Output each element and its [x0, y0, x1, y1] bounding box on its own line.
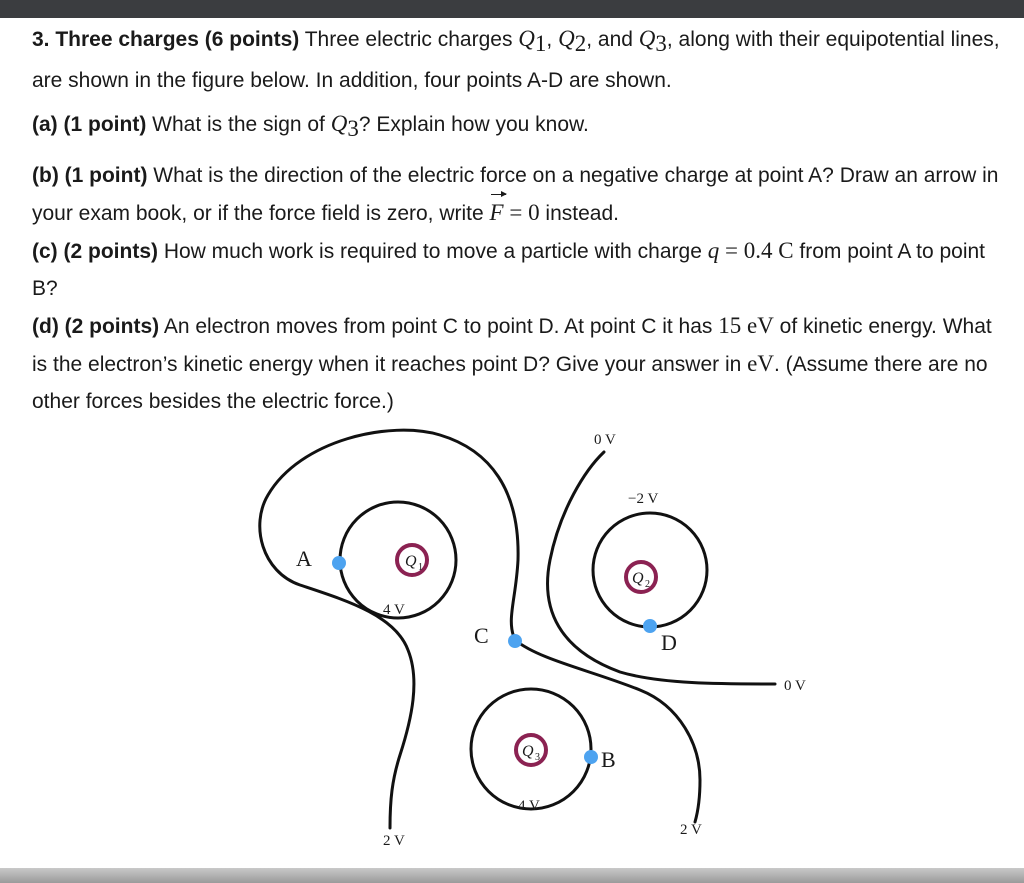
svg-text:Q: Q — [632, 570, 644, 587]
svg-text:2: 2 — [645, 579, 650, 590]
charge-q2 — [626, 562, 656, 592]
point-c-label: C — [474, 623, 489, 648]
force-vector: F — [490, 194, 504, 231]
part-a: (a) (1 point) What is the sign of $Q_3$? Explain how you know. — [32, 111, 589, 142]
point-c-dot — [508, 634, 522, 648]
window-top-bar — [0, 0, 1024, 18]
part-a-label: (a) (1 point) — [32, 113, 147, 137]
problem-number: 3. Three charges (6 points) — [32, 28, 300, 51]
point-b-label: B — [601, 747, 616, 772]
part-c-label: (c) (2 points) — [32, 240, 158, 264]
part-c: (c) (2 points) How much work is required to move a particle with charge q = 0.4 C from point A to point B? — [32, 238, 985, 301]
point-d-label: D — [661, 630, 677, 655]
charge-q1 — [397, 545, 427, 575]
point-a-dot — [332, 556, 346, 570]
part-d-label: (d) (2 points) — [32, 315, 160, 339]
equipotential-figure — [0, 18, 1024, 868]
point-a-label: A — [296, 546, 312, 571]
svg-text:Q: Q — [405, 553, 417, 570]
svg-text:3: 3 — [535, 752, 540, 763]
part-b: (b) (1 point) What is the direction of the electric force on a negative charge at point A? Draw an arrow in your exam book, or if the force field is zero, write F = 0 instead. — [32, 157, 1002, 232]
window-bottom-bar — [0, 868, 1024, 883]
point-d-dot — [643, 619, 657, 633]
part-d: (d) (2 points) An electron moves from point C to point D. At point C it has 15 eV of kinetic energy. What is the electron’s kinetic energy when it reaches point D? Give your answer in eV. (Assume there are no other forces besides the electric force.) — [32, 313, 992, 414]
point-b-dot — [584, 750, 598, 764]
label-4v-q1: 4 V — [383, 602, 405, 618]
svg-text:Q: Q — [522, 743, 534, 760]
label-2v-left: 2 V — [383, 833, 405, 849]
label-4v-q3: 4 V — [518, 798, 540, 814]
svg-text:1: 1 — [418, 562, 423, 573]
charge-q3 — [516, 735, 546, 765]
problem-header: 3. Three charges (6 points) Three electric charges $Q_1$, $Q_2$, and $Q_3$, along with their equipotential lines, are shown in the figure below. In addition, four points A-D are shown. — [32, 26, 1000, 93]
label-neg2v-q2: −2 V — [628, 491, 659, 507]
label-0v-top: 0 V — [594, 432, 616, 448]
label-2v-right: 2 V — [680, 822, 702, 838]
label-0v-right: 0 V — [784, 678, 806, 694]
exam-page — [0, 18, 1024, 868]
part-b-label: (b) (1 point) — [32, 164, 148, 188]
